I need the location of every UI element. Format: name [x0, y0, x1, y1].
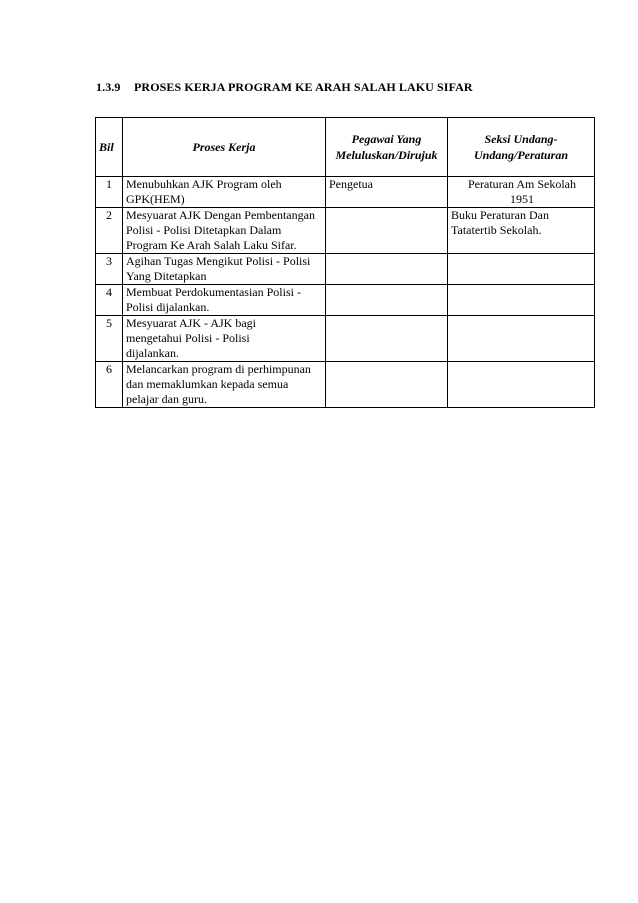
table-row: [96, 254, 595, 285]
row-seksi: [448, 254, 595, 285]
row-seksi: [448, 362, 595, 408]
row-seksi: [448, 285, 595, 316]
process-table: [95, 117, 595, 408]
table-row: [96, 316, 595, 362]
table-row: [96, 177, 595, 208]
header-pegawai: Pegawai Yang Meluluskan/Dirujuk: [326, 118, 448, 177]
table-row: [96, 362, 595, 408]
row-bil: 2: [96, 208, 123, 254]
table-header-row: [96, 118, 595, 177]
table-row: [96, 208, 595, 254]
section-heading: [96, 80, 473, 95]
row-proses: Agihan Tugas Mengikut Polisi - Polisi Yang Ditetapkan: [123, 254, 326, 285]
row-pegawai: [326, 316, 448, 362]
row-bil: 4: [96, 285, 123, 316]
section-title: PROSES KERJA PROGRAM KE ARAH SALAH LAKU SIFAR: [134, 80, 473, 94]
table-row: [96, 285, 595, 316]
header-bil: Bil: [96, 118, 123, 177]
row-pegawai: [326, 254, 448, 285]
row-proses: Mesyuarat AJK Dengan Pembentangan Polisi - Polisi Ditetapkan Dalam Program Ke Arah Salah Laku Sifar.: [123, 208, 326, 254]
row-pegawai: [326, 285, 448, 316]
row-seksi: Buku Peraturan Dan Tatatertib Sekolah.: [448, 208, 595, 254]
row-proses: Membuat Perdokumentasian Polisi - Polisi dijalankan.: [123, 285, 326, 316]
row-pegawai: Pengetua: [326, 177, 448, 208]
header-seksi: Seksi Undang-Undang/Peraturan: [448, 118, 595, 177]
section-number: 1.3.9: [96, 80, 121, 94]
row-proses: Mesyuarat AJK - AJK bagi mengetahui Polisi - Polisi dijalankan.: [123, 316, 326, 362]
row-bil: 1: [96, 177, 123, 208]
row-seksi: Peraturan Am Sekolah 1951: [448, 177, 595, 208]
row-pegawai: [326, 362, 448, 408]
row-bil: 6: [96, 362, 123, 408]
row-bil: 5: [96, 316, 123, 362]
row-bil: 3: [96, 254, 123, 285]
row-seksi: [448, 316, 595, 362]
header-proses-kerja: Proses Kerja: [123, 118, 326, 177]
row-proses: Melancarkan program di perhimpunan dan memaklumkan kepada semua pelajar dan guru.: [123, 362, 326, 408]
row-pegawai: [326, 208, 448, 254]
row-proses: Menubuhkan AJK Program oleh GPK(HEM): [123, 177, 326, 208]
